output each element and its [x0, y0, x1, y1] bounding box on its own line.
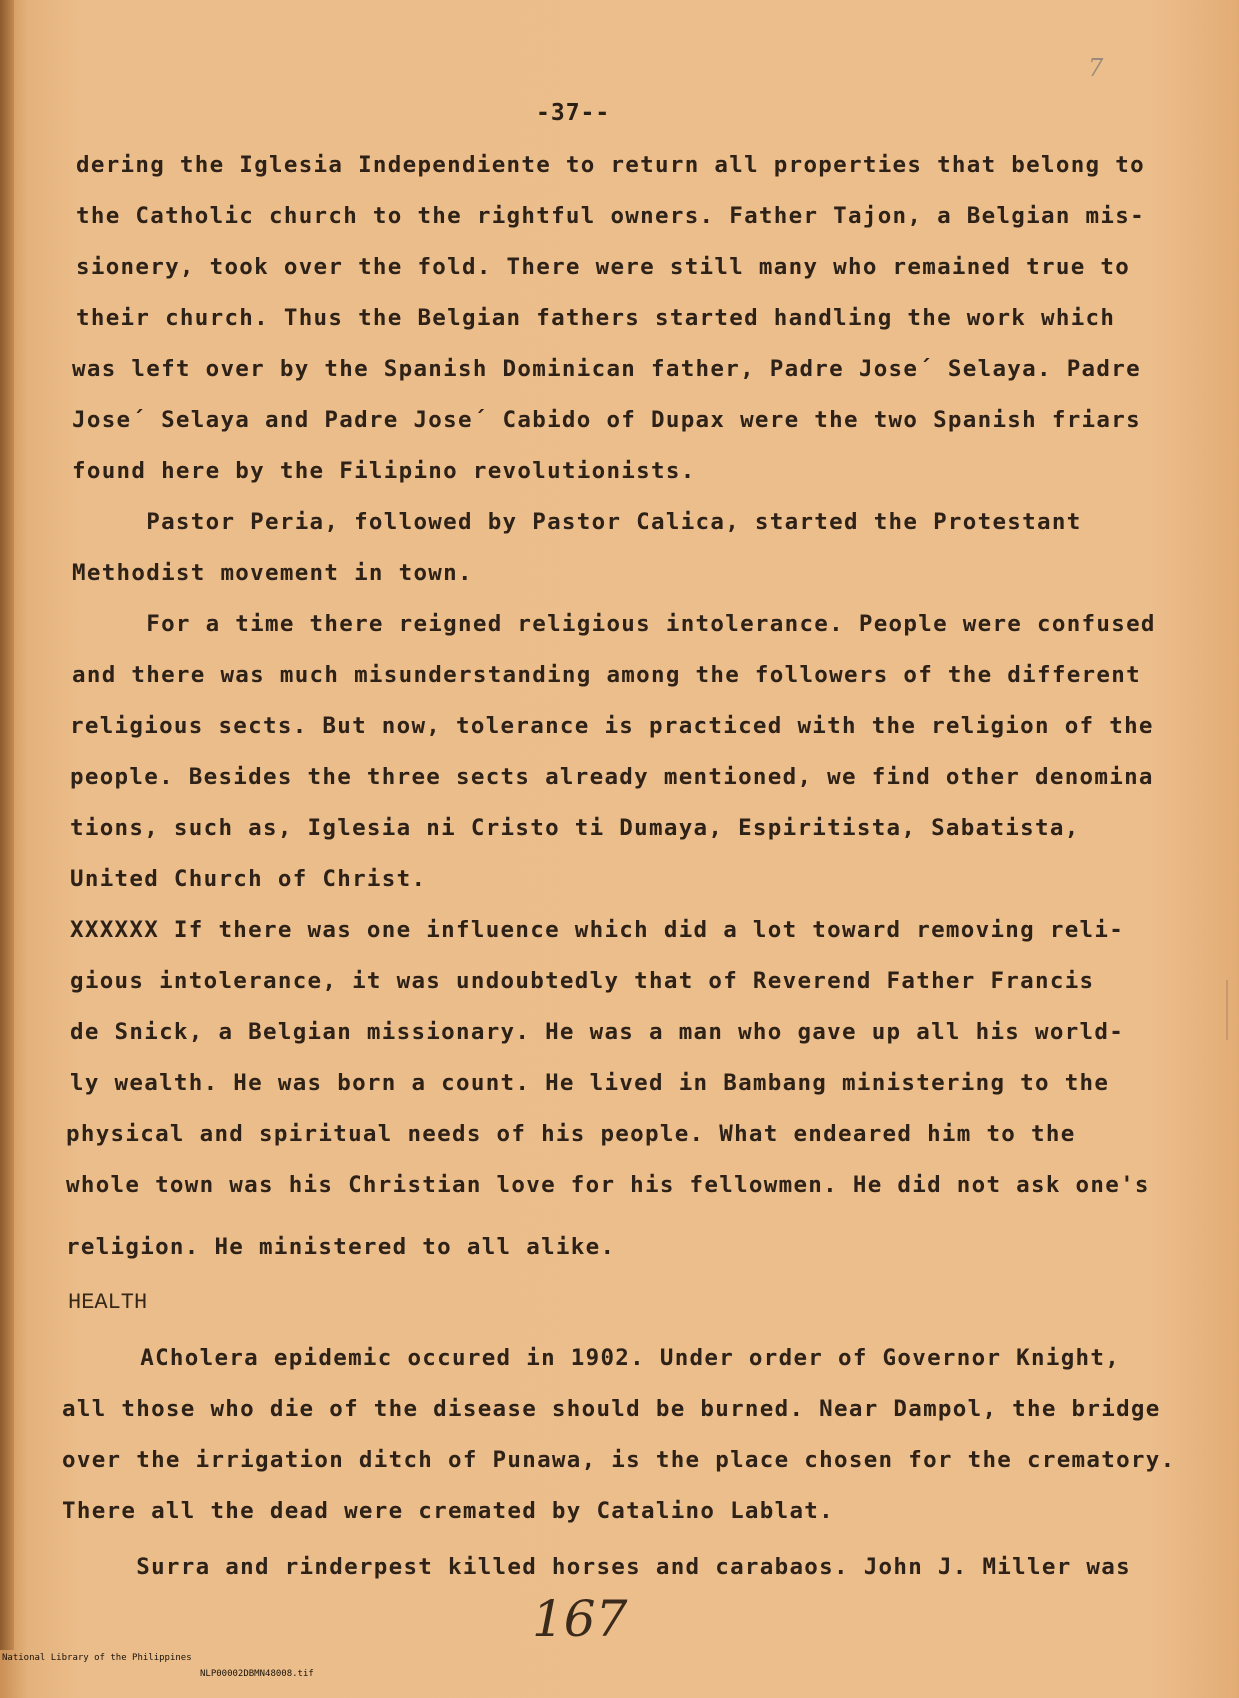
text-line: There all the dead were cremated by Catalino Lablat. — [62, 1498, 834, 1524]
text-line: the Catholic church to the rightful owners. Father Tajon, a Belgian mis- — [76, 203, 1145, 229]
text-line: Pastor Peria, followed by Pastor Calica, started the Protestant — [72, 509, 1082, 535]
text-line: sionery, took over the fold. There were still many who remained true to — [76, 254, 1145, 280]
footer-filename: NLP00002DBMN48008.tif — [200, 1669, 314, 1679]
text-line: Jose´ Selaya and Padre Jose´ Cabido of Dupax were the two Spanish friars — [72, 407, 1141, 433]
text-line: ACholera epidemic occured in 1902. Under order of Governor Knight, — [66, 1345, 1121, 1371]
text-line: dering the Iglesia Independiente to return all properties that belong to — [76, 152, 1145, 178]
text-line: de Snick, a Belgian missionary. He was a man who gave up all his world- — [70, 1019, 1125, 1045]
text-line: United Church of Christ. — [70, 866, 427, 892]
text-line: whole town was his Christian love for his fellowmen. He did not ask one's — [66, 1172, 1150, 1198]
page-number: -37-- — [536, 100, 611, 126]
text-line: Surra and rinderpest killed horses and carabaos. John J. Miller was — [62, 1554, 1131, 1580]
text-line: physical and spiritual needs of his people. What endeared him to the — [66, 1121, 1076, 1147]
footer-library: National Library of the Philippines — [2, 1653, 192, 1663]
section-heading: HEALTH — [68, 1290, 148, 1315]
page-binding-edge — [0, 0, 14, 1650]
text-line: over the irrigation ditch of Punawa, is the place chosen for the crematory. — [62, 1447, 1176, 1473]
text-line: For a time there reigned religious intolerance. People were confused — [72, 611, 1156, 637]
text-line: people. Besides the three sects already mentioned, we find other denomina — [70, 764, 1154, 790]
text-line: all those who die of the disease should be burned. Near Dampol, the bridge — [62, 1396, 1161, 1422]
scan-footer — [0, 1634, 1239, 1679]
text-line: ly wealth. He was born a count. He lived in Bambang ministering to the — [70, 1070, 1110, 1096]
text-line: was left over by the Spanish Dominican father, Padre Jose´ Selaya. Padre — [72, 356, 1141, 382]
margin-mark — [1226, 980, 1228, 1040]
text-line: their church. Thus the Belgian fathers started handling the work which — [76, 305, 1116, 331]
text-line: gious intolerance, it was undoubtedly that of Reverend Father Francis — [70, 968, 1095, 994]
text-line: found here by the Filipino revolutionists. — [72, 458, 696, 484]
handwritten-page-number: 167 — [532, 1590, 628, 1648]
text-line: tions, such as, Iglesia ni Cristo ti Dumaya, Espiritista, Sabatista, — [70, 815, 1080, 841]
text-line: religion. He ministered to all alike. — [66, 1234, 616, 1260]
text-line: religious sects. But now, tolerance is practiced with the religion of the — [70, 713, 1154, 739]
text-line: Methodist movement in town. — [72, 560, 473, 586]
text-line: and there was much misunderstanding among the followers of the different — [72, 662, 1141, 688]
corner-number: 7 — [1088, 54, 1104, 82]
text-line: XXXXXX If there was one influence which did a lot toward removing reli- — [70, 917, 1125, 943]
